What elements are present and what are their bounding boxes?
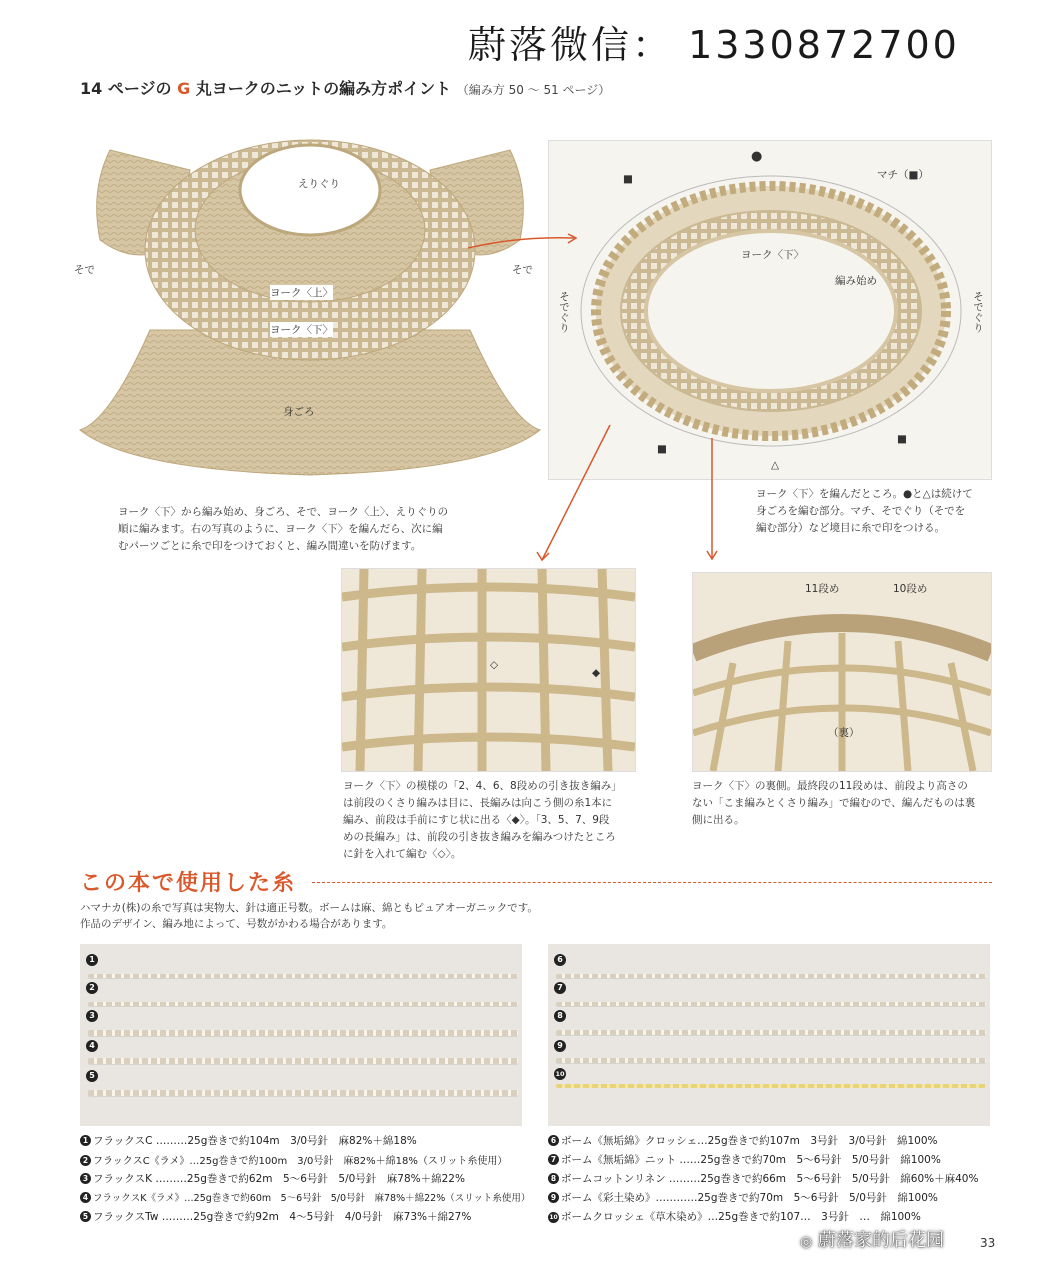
- section-intro: [80, 900, 538, 932]
- label-row-10: 10段め: [893, 583, 928, 595]
- spec-item: [80, 1190, 530, 1209]
- spec-text: フラックスK ………25g巻きで約62m 5～6号針 5/0号針 麻78%＋綿22%: [93, 1173, 465, 1185]
- mark-square-2: ■: [657, 443, 667, 455]
- arrow-garment-to-yoke: [468, 238, 574, 248]
- label-sleeve-left: そで: [74, 264, 95, 276]
- section-title: この本で使用した糸: [80, 871, 297, 896]
- caption-mesh-line: 編み、前段は手前にすじ状に出る〈◆〉。「3、5、7、9段: [343, 814, 610, 826]
- spec-text: フラックスC《ラメ》…25g巻きで約100m 3/0号針 麻82%＋綿18%（スリット糸使用）: [93, 1156, 508, 1167]
- yarn-number: 5: [86, 1070, 98, 1082]
- label-sleeve-right: そで: [512, 264, 533, 276]
- spec-item: [80, 1133, 530, 1152]
- spec-number: 7: [548, 1154, 559, 1165]
- yarn-number: 2: [86, 982, 98, 994]
- spec-text: ボームコットンリネン ………25g巻きで約66m 5～6号針 5/0号針 綿60%＋麻40%: [561, 1173, 979, 1185]
- caption-yoke: [756, 486, 973, 537]
- label-start: 編み始め: [835, 275, 877, 287]
- section-divider: [312, 882, 992, 883]
- caption-garment: [118, 504, 448, 555]
- arrow-to-mesh: [542, 425, 610, 560]
- arrowhead-2: [537, 552, 549, 560]
- spec-item: [548, 1171, 978, 1190]
- caption-mesh-line: は前段のくさり編みは目に、長編みは向こう側の糸1本に: [343, 797, 613, 809]
- yarn-sample: [556, 1030, 986, 1035]
- caption-yoke-line: 編む部分）など境目に糸で印をつける。: [756, 522, 945, 534]
- caption-back-line: ヨーク〈下〉の裏側。最終段の11段めは、前段より高さの: [692, 780, 968, 792]
- yarn-number: 10: [555, 1070, 565, 1078]
- label-yoke-bottom: ヨーク〈下〉: [270, 324, 333, 336]
- footer-watermark: [800, 1226, 944, 1252]
- page-number: 33: [980, 1236, 996, 1250]
- back-side-photo: [692, 572, 992, 772]
- spec-item: [548, 1133, 978, 1152]
- title-main: 丸ヨークのニットの編み方ポイント: [190, 79, 452, 98]
- yarn-number: 6: [554, 954, 566, 966]
- title-sub: （編み方 50 ～ 51 ページ）: [456, 83, 611, 97]
- mark-open-diamond: ◇: [490, 659, 499, 671]
- yarn-sample: [88, 974, 518, 978]
- yarn-sample: [88, 1002, 518, 1006]
- caption-yoke-line: 身ごろを編む部分。マチ、そでぐり（そでを: [756, 505, 966, 517]
- label-row-11: 11段め: [805, 583, 840, 595]
- mark-filled-diamond: ◆: [592, 667, 601, 679]
- title-letter: G: [177, 79, 191, 98]
- label-collar: えりぐり: [298, 178, 340, 190]
- spec-text: ボーム《彩土染め》…………25g巻きで約70m 5～6号針 5/0号針 綿100%: [561, 1192, 938, 1204]
- yarn-panel-right: [548, 944, 990, 1126]
- back-illustration: [693, 573, 991, 771]
- spec-item: [80, 1171, 530, 1190]
- yarn-panel-left: [80, 944, 522, 1126]
- mark-square-3: ■: [897, 433, 907, 445]
- caption-back: [692, 778, 975, 829]
- mark-triangle: △: [771, 459, 780, 471]
- spec-item: [548, 1152, 978, 1171]
- yarn-sample: [88, 1030, 518, 1036]
- spec-item: [80, 1152, 530, 1171]
- caption-mesh-line: ヨーク〈下〉の模様の「2、4、6、8段めの引き抜き編み」: [343, 780, 622, 792]
- caption-garment-line: ヨーク〈下〉から編み始め、身ごろ、そで、ヨーク〈上〉、えりぐりの: [118, 506, 449, 518]
- yarn-number: 1: [86, 954, 98, 966]
- caption-mesh-line: めの長編み」は、前段の引き抜き編みを編みつけたところ: [343, 831, 616, 843]
- yarn-number: 8: [554, 1010, 566, 1022]
- spec-number: 6: [548, 1135, 559, 1146]
- spec-list-right: [548, 1133, 978, 1228]
- spec-number: 4: [80, 1192, 91, 1203]
- wechat-icon: ◎: [800, 1234, 813, 1250]
- spec-text: ボーム《無垢綿》ニット ……25g巻きで約70m 5～6号針 5/0号針 綿100%: [561, 1154, 941, 1166]
- top-watermark: 蔚落微信： 1330872700: [468, 23, 960, 67]
- spec-number: 9: [548, 1192, 559, 1203]
- spec-number: 8: [548, 1173, 559, 1184]
- spec-text: ボームクロッシェ《草木染め》…25g巻きで約107… 3号針 … 綿100%: [561, 1211, 921, 1223]
- yarn-number: 4: [86, 1040, 98, 1052]
- yarn-sample: [88, 1058, 518, 1064]
- yarn-sample: [88, 1090, 518, 1096]
- mark-square-1: ■: [623, 173, 633, 185]
- caption-yoke-line: ヨーク〈下〉を編んだところ。●と△は続けて: [756, 488, 973, 500]
- yarn-sample: [556, 974, 986, 978]
- spec-number: 3: [80, 1173, 91, 1184]
- spec-item: [80, 1209, 530, 1228]
- caption-back-line: 側に出る。: [692, 814, 745, 826]
- label-body: 身ごろ: [283, 406, 315, 418]
- section-intro-line: 作品のデザイン、編み地によって、号数がかわる場合があります。: [80, 918, 393, 930]
- caption-garment-line: むパーツごとに糸で印をつけておくと、編み間違いを防げます。: [118, 540, 422, 552]
- label-armhole-left: そでぐり: [558, 291, 570, 333]
- spec-text: ボーム《無垢綿》クロッシェ…25g巻きで約107m 3号針 3/0号針 綿100%: [561, 1135, 938, 1147]
- yarn-sample: [556, 1058, 986, 1063]
- caption-mesh: [343, 778, 622, 863]
- footer-watermark-text: 蔚落家的后花园: [817, 1230, 944, 1251]
- caption-garment-line: 順に編みます。右の写真のように、ヨーク〈下〉を編んだら、次に編: [118, 523, 443, 535]
- spec-number: 5: [80, 1211, 91, 1222]
- spec-text: フラックスC ………25g巻きで約104m 3/0号針 麻82%＋綿18%: [93, 1135, 417, 1147]
- spec-list-left: [80, 1133, 530, 1228]
- spec-text: フラックスTw ………25g巻きで約92m 4～5号針 4/0号針 麻73%＋綿27%: [93, 1211, 472, 1223]
- section-intro-line: ハマナカ(株)の糸で写真は実物大、針は適正号数。ボームは麻、綿ともピュアオーガニックです。: [80, 902, 538, 914]
- yarn-number: 3: [86, 1010, 98, 1022]
- title-prefix: 14 ページの: [80, 79, 178, 98]
- spec-item: [548, 1190, 978, 1209]
- label-yoke-top: ヨーク〈上〉: [270, 287, 333, 299]
- yarn-number: 7: [554, 982, 566, 994]
- spec-number: 2: [80, 1155, 91, 1166]
- spec-number: 1: [80, 1135, 91, 1146]
- label-armhole-right: そでぐり: [972, 291, 984, 333]
- mark-circle: ●: [751, 149, 763, 164]
- mesh-closeup-photo: [341, 568, 636, 772]
- caption-mesh-line: に針を入れて編む〈◇〉。: [343, 848, 462, 860]
- label-back: （裏）: [828, 727, 860, 739]
- yarn-sample-yellow: [556, 1084, 986, 1088]
- spec-number: 10: [549, 1214, 558, 1221]
- spec-text: フラックスK《ラメ》…25g巻きで約60m 5～6号針 5/0号針 麻78%＋綿22%（スリット糸使用）: [93, 1193, 531, 1204]
- label-yoke-bottom-2: ヨーク〈下〉: [741, 249, 804, 261]
- yarn-number: 9: [554, 1040, 566, 1052]
- label-gusset: マチ（■）: [877, 169, 929, 181]
- yarn-sample: [556, 1002, 986, 1006]
- caption-back-line: ない「こま編みとくさり編み」で編むので、編んだものは裏: [692, 797, 976, 809]
